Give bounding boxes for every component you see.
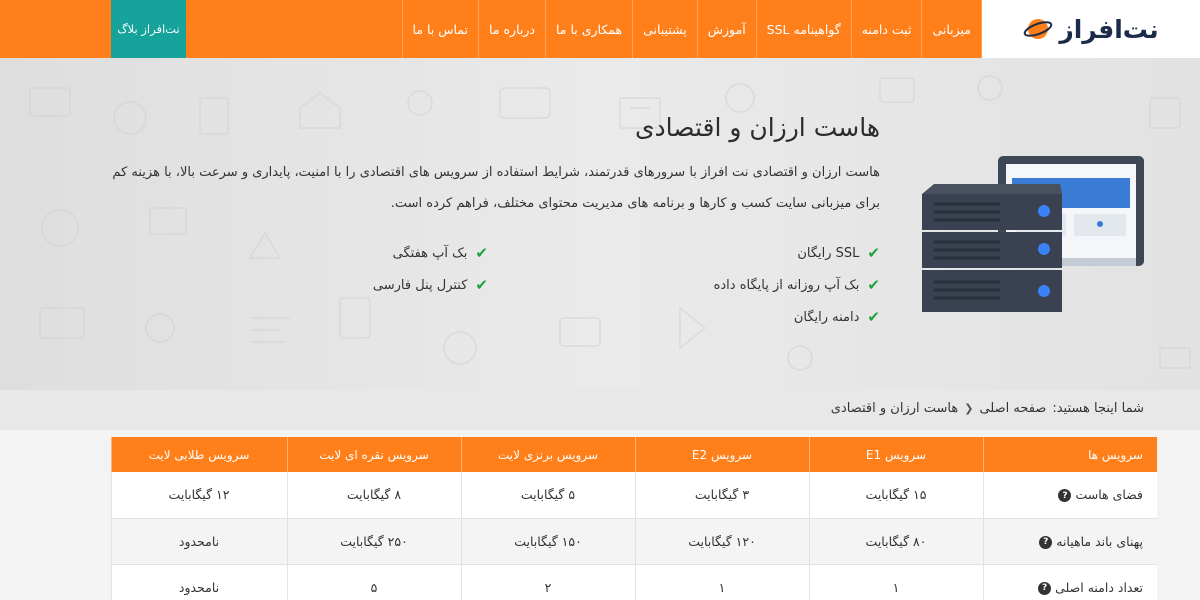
table-cell: ۱: [635, 564, 809, 600]
feature-item: [794, 308, 880, 326]
check-icon: ✔: [867, 276, 880, 294]
breadcrumb-bar: [0, 390, 1200, 430]
planet-logo-icon: [1023, 14, 1053, 44]
feature-label: کنترل پنل فارسی: [372, 277, 468, 293]
breadcrumb-current: هاست ارزان و اقتصادی: [830, 401, 959, 416]
nav-item-partnership[interactable]: همکاری با ما: [545, 0, 632, 58]
question-icon[interactable]: ?: [1038, 582, 1051, 595]
table-cell: ۱۵۰ گیگابایت: [461, 518, 635, 564]
site-logo[interactable]: [982, 0, 1200, 58]
nav-item-domain[interactable]: ثبت دامنه: [851, 0, 922, 58]
feature-item: [373, 276, 488, 294]
table-cell: ۲۵۰ گیگابایت: [287, 518, 461, 564]
table-cell: ۱: [809, 564, 983, 600]
pricing-table-wrap: [111, 437, 1157, 600]
feature-label: بک آپ هفتگی: [392, 245, 468, 261]
column-header: سرویس ها: [983, 437, 1157, 472]
nav-item-contact[interactable]: تماس با ما: [402, 0, 479, 58]
feature-item: [797, 244, 880, 262]
table-row: [111, 472, 1157, 518]
hero-section: [0, 58, 1200, 390]
feature-label: SSL رایگان: [797, 245, 860, 261]
page-title: هاست ارزان و اقتصادی: [634, 113, 880, 142]
row-label: فضای هاست: [1075, 487, 1143, 503]
question-icon[interactable]: ?: [1058, 489, 1071, 502]
question-icon[interactable]: ?: [1039, 536, 1052, 549]
table-cell: نامحدود: [111, 564, 287, 600]
check-icon: ✔: [475, 276, 488, 294]
row-label-cell: [983, 518, 1157, 564]
check-icon: ✔: [867, 308, 880, 326]
logo-text: نت‌افراز: [1059, 14, 1159, 44]
nav-item-about[interactable]: درباره ما: [478, 0, 545, 58]
check-icon: ✔: [867, 244, 880, 262]
table-cell: ۱۵ گیگابایت: [809, 472, 983, 518]
feature-item: [393, 244, 488, 262]
blog-button[interactable]: نت‌افراز بلاگ: [111, 0, 186, 58]
row-label: پهنای باند ماهیانه: [1056, 533, 1143, 549]
table-cell: ۵: [287, 564, 461, 600]
top-navbar: [0, 0, 1200, 58]
column-header: سرویس E2: [635, 437, 809, 472]
breadcrumb-label: شما اینجا هستید:: [1052, 401, 1144, 416]
breadcrumb-home-link[interactable]: صفحه اصلی: [979, 401, 1047, 416]
row-label-cell: [983, 472, 1157, 518]
check-icon: ✔: [475, 244, 488, 262]
nav-item-hosting[interactable]: میزبانی: [921, 0, 982, 58]
nav-item-ssl[interactable]: گواهینامه SSL: [756, 0, 851, 58]
table-row: [111, 564, 1157, 600]
row-label: تعداد دامنه اصلی: [1055, 579, 1143, 595]
table-cell: ۱۲۰ گیگابایت: [635, 518, 809, 564]
table-cell: ۱۲ گیگابایت: [111, 472, 287, 518]
feature-label: دامنه رایگان: [793, 309, 860, 325]
table-cell: ۳ گیگابایت: [635, 472, 809, 518]
table-row: [111, 518, 1157, 564]
nav-item-tutorials[interactable]: آموزش: [697, 0, 756, 58]
column-header: سرویس E1: [809, 437, 983, 472]
table-header-row: [111, 437, 1157, 472]
table-cell: ۲: [461, 564, 635, 600]
breadcrumb: [831, 401, 1144, 416]
row-label-cell: [983, 564, 1157, 600]
table-cell: ۸۰ گیگابایت: [809, 518, 983, 564]
main-nav: [402, 0, 982, 58]
feature-label: بک آپ روزانه از پایگاه داده: [713, 277, 860, 293]
chevron-left-icon: ❮: [964, 402, 974, 415]
table-cell: ۸ گیگابایت: [287, 472, 461, 518]
nav-item-support[interactable]: پشتیبانی: [632, 0, 697, 58]
server-monitor-illustration: [920, 154, 1150, 344]
feature-item: [714, 276, 880, 294]
pricing-table: [111, 437, 1158, 600]
column-header: سرویس برنزی لایت: [461, 437, 635, 472]
hero-description: هاست ارزان و اقتصادی نت افراز با سرورهای قدرتمند، شرایط استفاده از سرویس های اقتصادی را با امنیت، پایداری و سرعت بالا، با هزینه کم برای میزبانی سایت کسب و کارها و برنامه های مدیریت محتوای مختلف، فراهم کرده است.: [112, 165, 880, 211]
table-cell: ۵ گیگابایت: [461, 472, 635, 518]
table-cell: نامحدود: [111, 518, 287, 564]
column-header: سرویس نقره ای لایت: [287, 437, 461, 472]
column-header: سرویس طلایی لایت: [111, 437, 287, 472]
